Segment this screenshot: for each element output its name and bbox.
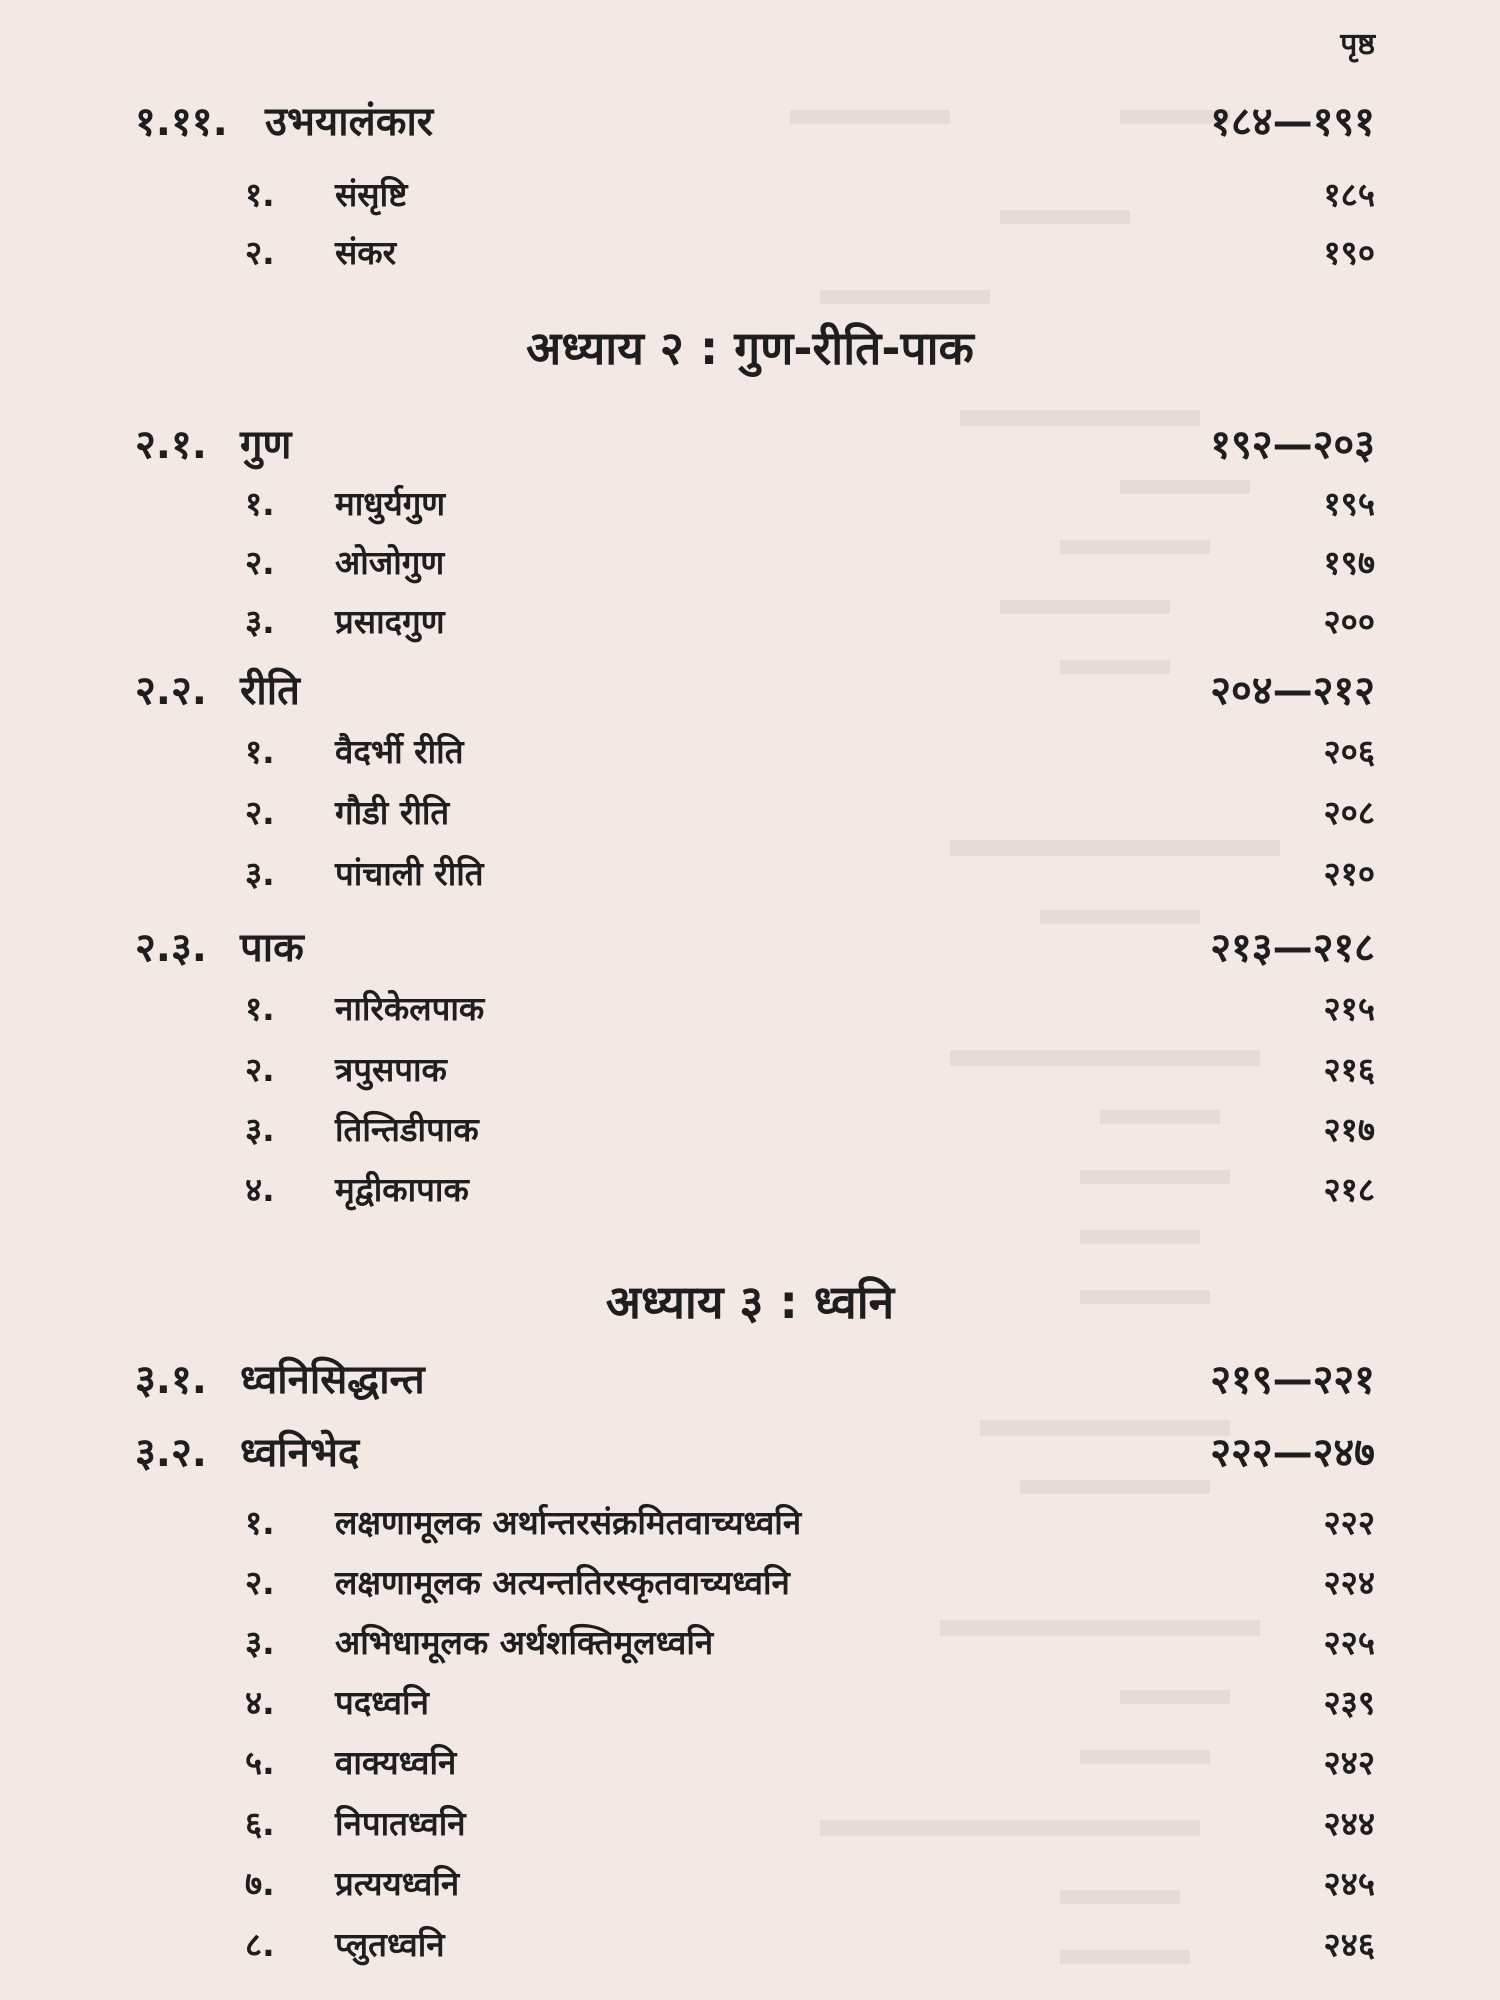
toc-entry [0, 1613, 1500, 1673]
section-number: २.२. [135, 668, 207, 714]
section-page-range: २१९—२२१ [1210, 1357, 1375, 1403]
entry-number: १. [245, 484, 275, 523]
entry-page: २१६ [1323, 1050, 1375, 1089]
toc-entry [0, 783, 1500, 843]
entry-number: १. [245, 989, 275, 1028]
section-title: पाक [240, 925, 304, 971]
entry-title: नारिकेलपाक [335, 989, 485, 1028]
entry-number: ३. [245, 1110, 275, 1149]
entry-number: ३. [245, 602, 275, 641]
entry-page: २४५ [1323, 1864, 1375, 1903]
entry-title: वाक्यध्वनि [335, 1743, 457, 1782]
entry-number: २. [245, 543, 275, 582]
toc-entry [0, 844, 1500, 904]
entry-number: ३. [245, 854, 275, 893]
toc-entry [0, 979, 1500, 1039]
toc-entry [0, 1854, 1500, 1914]
section-page-range: २२२—२४७ [1210, 1430, 1375, 1476]
section-number: २.१. [135, 422, 207, 468]
toc-entry [0, 165, 1500, 225]
section-title: रीति [240, 668, 300, 714]
section-number: १.११. [135, 99, 228, 145]
toc-section [0, 1423, 1500, 1483]
section-page-range: २१३—२१८ [1210, 925, 1375, 971]
entry-page: २१८ [1323, 1170, 1375, 1209]
entry-page: २०६ [1323, 732, 1375, 771]
entry-page: १८५ [1323, 175, 1375, 214]
entry-page: २२५ [1323, 1623, 1375, 1662]
section-page-range: १८४—१९१ [1210, 99, 1375, 145]
entry-number: २. [245, 793, 275, 832]
entry-title: पदध्वनि [335, 1683, 429, 1722]
toc-entry [0, 592, 1500, 652]
toc-section [0, 415, 1500, 475]
entry-title: ओजोगुण [335, 543, 445, 582]
entry-page: २४२ [1323, 1743, 1375, 1782]
toc-entry [0, 474, 1500, 534]
entry-title: प्लुतध्वनि [335, 1925, 445, 1964]
entry-page: २०० [1323, 602, 1375, 641]
entry-title: प्रसादगुण [335, 602, 445, 641]
entry-page: १९० [1323, 233, 1375, 272]
section-page-range: २०४—२१२ [1210, 668, 1375, 714]
chapter-heading [0, 1272, 1500, 1332]
entry-page: २१० [1323, 854, 1375, 893]
toc-entry [0, 1040, 1500, 1100]
toc-entry [0, 1733, 1500, 1793]
entry-number: ३. [245, 1623, 275, 1662]
entry-number: ५. [245, 1743, 275, 1782]
entry-title: वैदर्भी रीति [335, 732, 464, 771]
section-number: २.३. [135, 925, 207, 971]
toc-section [0, 918, 1500, 978]
toc-entry [0, 1160, 1500, 1220]
entry-title: माधुर्यगुण [335, 484, 446, 523]
toc-entry [0, 533, 1500, 593]
entry-page: २०८ [1323, 793, 1375, 832]
chapter-title: अध्याय ३ : ध्वनि [605, 1275, 895, 1329]
toc-entry [0, 223, 1500, 283]
section-number: ३.१. [135, 1357, 207, 1403]
entry-title: लक्षणामूलक अर्थान्तरसंक्रमितवाच्यध्वनि [335, 1503, 802, 1542]
entry-number: १. [245, 175, 275, 214]
entry-page: २२२ [1323, 1503, 1375, 1542]
entry-number: ४. [245, 1170, 275, 1209]
entry-number: २. [245, 1563, 275, 1602]
section-title: ध्वनिभेद [240, 1430, 360, 1476]
page-column-label: पृष्ठ [1340, 27, 1375, 62]
section-number: ३.२. [135, 1430, 207, 1476]
entry-page: १९७ [1323, 543, 1375, 582]
entry-page: २२४ [1323, 1563, 1375, 1602]
entry-title: लक्षणामूलक अत्यन्ततिरस्कृतवाच्यध्वनि [335, 1563, 790, 1602]
entry-title: प्रत्ययध्वनि [335, 1864, 460, 1903]
toc-entry [0, 1553, 1500, 1613]
entry-number: ७. [245, 1864, 275, 1903]
entry-number: २. [245, 233, 275, 272]
entry-number: ८. [245, 1925, 275, 1964]
entry-number: १. [245, 732, 275, 771]
section-page-range: १९२—२०३ [1210, 422, 1375, 468]
entry-page: १९५ [1323, 484, 1375, 523]
chapter-heading [0, 318, 1500, 378]
entry-page: २३९ [1323, 1683, 1375, 1722]
section-title: उभयालंकार [265, 99, 434, 145]
entry-title: निपातध्वनि [335, 1804, 466, 1843]
section-title: ध्वनिसिद्धान्त [240, 1357, 425, 1403]
toc-entry [0, 1100, 1500, 1160]
entry-title: मृद्वीकापाक [335, 1170, 469, 1209]
toc-entry [0, 1493, 1500, 1553]
entry-title: अभिधामूलक अर्थशक्तिमूलध्वनि [335, 1623, 714, 1662]
entry-page: २१५ [1323, 989, 1375, 1028]
entry-title: तिन्तिडीपाक [335, 1110, 479, 1149]
toc-entry [0, 1915, 1500, 1975]
toc-entry [0, 722, 1500, 782]
entry-number: ६. [245, 1804, 275, 1843]
toc-section [0, 661, 1500, 721]
entry-title: त्रपुसपाक [335, 1050, 447, 1089]
entry-page: २१७ [1323, 1110, 1375, 1149]
section-title: गुण [240, 422, 292, 468]
entry-number: २. [245, 1050, 275, 1089]
entry-number: १. [245, 1503, 275, 1542]
chapter-title: अध्याय २ : गुण-रीति-पाक [526, 321, 974, 375]
toc-entry [0, 1673, 1500, 1733]
entry-page: २४६ [1323, 1925, 1375, 1964]
entry-page: २४४ [1323, 1804, 1375, 1843]
entry-title: गौडी रीति [335, 793, 450, 832]
entry-title: संकर [335, 233, 397, 272]
entry-number: ४. [245, 1683, 275, 1722]
entry-title: पांचाली रीति [335, 854, 484, 893]
toc-section [0, 1350, 1500, 1410]
toc-entry [0, 1794, 1500, 1854]
toc-section [0, 92, 1500, 152]
entry-title: संसृष्टि [335, 175, 408, 214]
